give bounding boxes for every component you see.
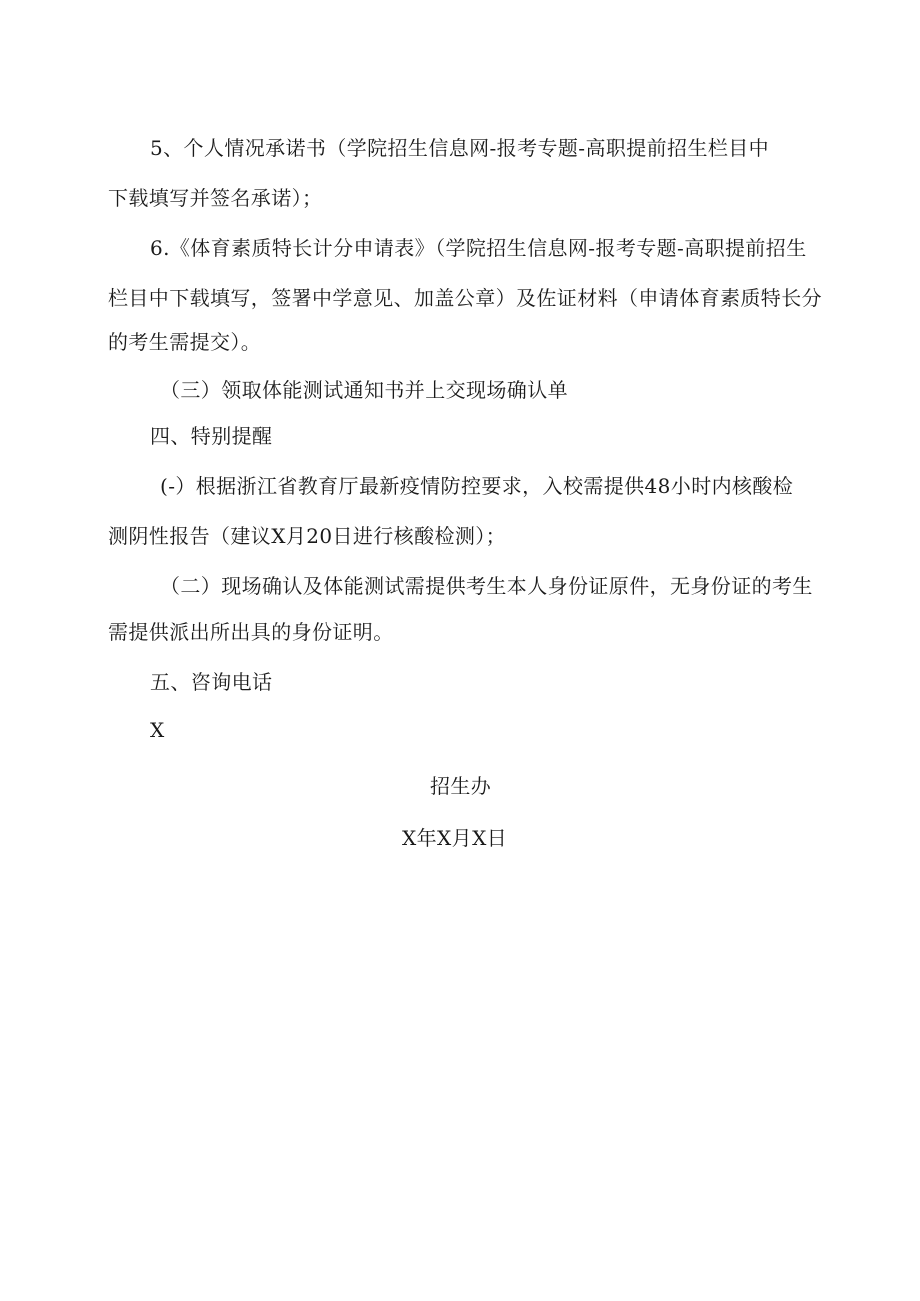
reminder-1-line-1: (-）根据浙江省教育厅最新疫情防控要求，入校需提供48小时内核酸检: [160, 474, 794, 498]
item-6-line-1: 6.《体育素质特长计分申请表》（学院招生信息网-报考专题-高职提前招生: [150, 236, 807, 260]
reminder-2-line-2: 需提供派出所出具的身份证明。: [108, 620, 394, 644]
item-5-line-2: 下载填写并签名承诺）；: [108, 186, 323, 210]
item-6-line-2: 栏目中下载填写，签署中学意见、加盖公章）及佐证材料（申请体育素质特长分: [108, 286, 822, 310]
contact-phone: X: [150, 718, 165, 742]
reminder-2-line-1: （二）现场确认及体能测试需提供考生本人身份证原件，无身份证的考生: [160, 574, 813, 598]
item-6-line-3: 的考生需提交）。: [108, 330, 262, 354]
signature-date: X年X月X日: [402, 826, 508, 850]
section-5-heading: 五、咨询电话: [150, 670, 273, 694]
section-4-heading: 四、特别提醒: [150, 424, 273, 448]
signature-office: 招生办: [430, 774, 492, 798]
reminder-1-line-2: 测阴性报告（建议X月20日进行核酸检测）；: [108, 524, 507, 548]
item-5-line-1: 5、个人情况承诺书（学院招生信息网-报考专题-高职提前招生栏目中: [150, 136, 770, 160]
section-3-heading: （三）领取体能测试通知书并上交现场确认单: [160, 378, 568, 402]
